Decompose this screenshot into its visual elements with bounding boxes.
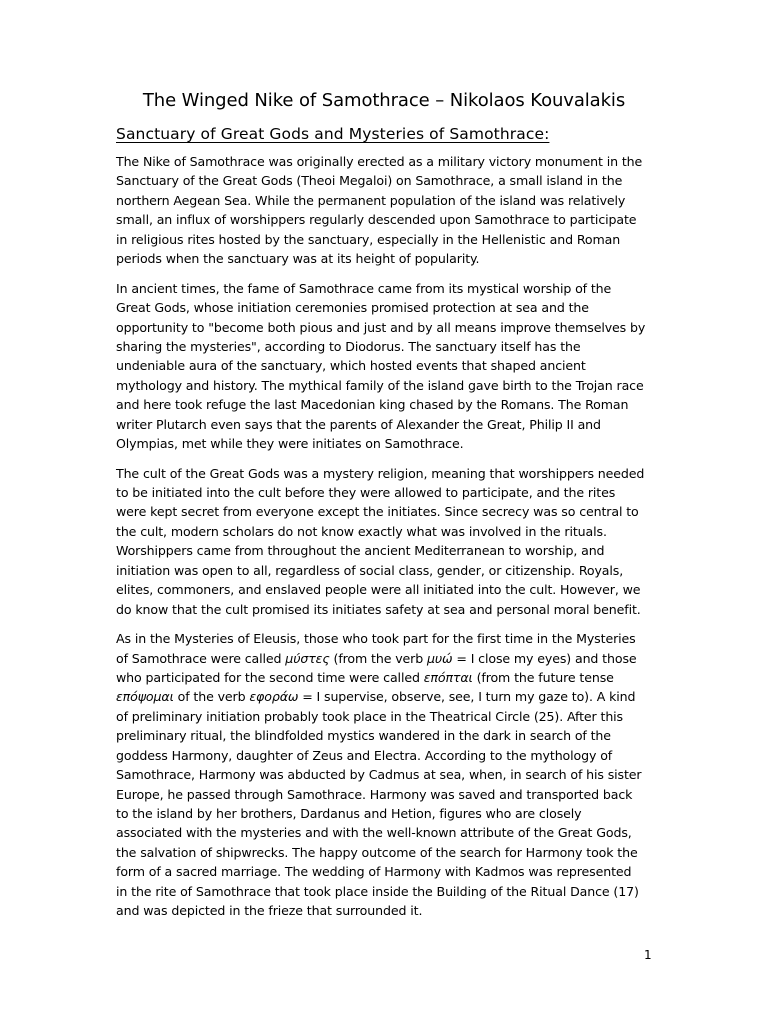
section-heading: Sanctuary of Great Gods and Mysteries of Samothrace: — [116, 125, 550, 143]
paragraph — [116, 629, 656, 921]
text-line: associated with the mysteries and with the well-known attribute of the Great Gods, — [116, 825, 632, 841]
text-line: initiation was open to all, regardless of social class, gender, or citizenship. Royals, — [116, 562, 624, 578]
text-line: mythology and history. The mythical family of the island gave birth to the Trojan race — [116, 377, 644, 393]
text-line: The Nike of Samothrace was originally erected as a military victory monument in the — [116, 154, 643, 169]
greek-term: εφοράω — [249, 689, 299, 705]
text-run: of Samothrace were called — [116, 650, 286, 666]
text-line: form of a sacred marriage. The wedding of Harmony with Kadmos was represented — [116, 864, 632, 880]
text-line: small, an influx of worshippers regularly descended upon Samothrace to participate — [116, 212, 637, 228]
text-run: = I close my eyes) and those — [452, 650, 637, 666]
text-run: = I supervise, observe, see, I turn my gaze to). A kind — [298, 689, 636, 705]
text-line: Worshippers came from throughout the ancient Mediterranean to worship, and — [116, 543, 605, 559]
paragraph — [116, 464, 656, 620]
text-line: do know that the cult promised its initiates safety at sea and personal moral benefit. — [116, 601, 641, 617]
text-line: were kept secret from everyone except the initiates. Since secrecy was so central to — [116, 504, 639, 520]
text-line: of preliminary initiation probably took place in the Theatrical Circle (25). After this — [116, 708, 623, 724]
text-run: of the verb — [173, 689, 250, 705]
text-line: preliminary ritual, the blindfolded mystics wandered in the dark in search of the — [116, 728, 611, 744]
text-line: in the rite of Samothrace that took place inside the Building of the Ritual Dance (17) — [116, 883, 639, 899]
text-line: Europe, he passed through Samothrace. Harmony was saved and transported back — [116, 786, 633, 802]
text-line: writer Plutarch even says that the parents of Alexander the Great, Philip II and — [116, 416, 601, 432]
text-line: goddess Harmony, daughter of Zeus and Electra. According to the mythology of — [116, 747, 613, 763]
text-run: (from the future tense — [472, 669, 614, 685]
text-line: to the island by her brothers, Dardanus and Hetion, figures who are closely — [116, 806, 582, 821]
text-line: and was depicted in the frieze that surrounded it. — [116, 903, 423, 919]
greek-term: μυώ — [427, 650, 453, 666]
greek-term: μύστες — [285, 650, 330, 666]
text-line: the cult, modern scholars do not know exactly what was involved in the rituals. — [116, 523, 607, 539]
text-line: Great Gods, whose initiation ceremonies promised protection at sea and the — [116, 300, 589, 316]
document-title: The Winged Nike of Samothrace – Nikolaos Kouvalakis — [142, 90, 626, 111]
text-line: opportunity to "become both pious and just and by all means improve themselves by — [116, 319, 646, 335]
text-line: sharing the mysteries", according to Diodorus. The sanctuary itself has the — [116, 338, 581, 354]
text-line: Samothrace, Harmony was abducted by Cadmus at sea, when, in search of his sister — [116, 767, 642, 783]
text-line — [116, 649, 656, 668]
text-line — [116, 687, 656, 706]
text-line: As in the Mysteries of Eleusis, those who took part for the first time in the Mysteries — [116, 631, 636, 647]
text-line: In ancient times, the fame of Samothrace came from its mystical worship of the — [116, 280, 612, 296]
page-number: 1 — [644, 948, 652, 962]
text-line: Sanctuary of the Great Gods (Theoi Megaloi) on Samothrace, a small island in the — [116, 173, 623, 189]
text-line: elites, commoners, and enslaved people were all initiated into the cult. However, we — [116, 582, 641, 598]
text-line: undeniable aura of the sanctuary, which hosted events that shaped ancient — [116, 358, 586, 374]
text-line: and here took refuge the last Macedonian king chased by the Romans. The Roman — [116, 397, 629, 413]
text-line: the salvation of shipwrecks. The happy outcome of the search for Harmony took the — [116, 844, 638, 860]
paragraph — [116, 152, 656, 269]
document-body — [116, 152, 656, 931]
text-line: periods when the sanctuary was at its height of popularity. — [116, 251, 480, 267]
text-run: who participated for the second time were called — [116, 669, 424, 685]
text-line: northern Aegean Sea. While the permanent population of the island was relatively — [116, 192, 626, 208]
text-line: in religious rites hosted by the sanctuary, especially in the Hellenistic and Roman — [116, 231, 621, 247]
text-line: The cult of the Great Gods was a mystery religion, meaning that worshippers needed — [116, 465, 645, 481]
text-line: Olympias, met while they were initiates on Samothrace. — [116, 436, 464, 452]
paragraph — [116, 279, 656, 454]
greek-term: επόψομαι — [116, 689, 174, 705]
text-run: (from the verb — [329, 650, 427, 666]
text-line — [116, 668, 656, 687]
greek-term: επόπται — [423, 669, 473, 685]
text-line: to be initiated into the cult before they were allowed to participate, and the rites — [116, 485, 616, 500]
